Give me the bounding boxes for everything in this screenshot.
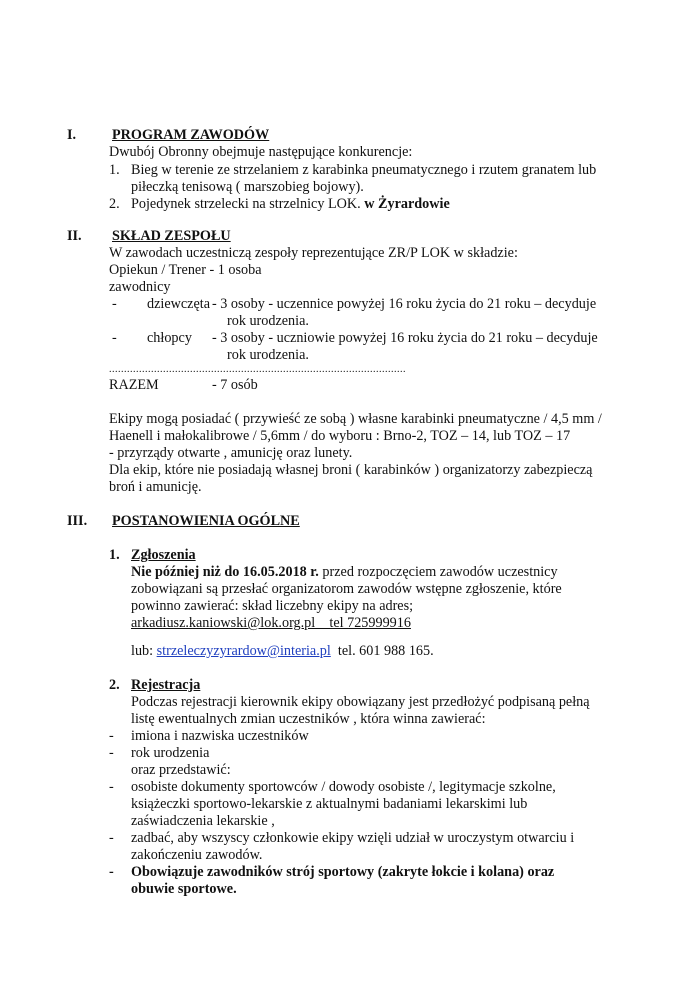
subsection-text — [131, 564, 558, 581]
alt-contact-line — [131, 643, 434, 660]
dash-bullet: - — [112, 296, 117, 312]
bullet-text: rok urodzenia — [131, 745, 210, 761]
section-1-title: PROGRAM ZAWODÓW — [112, 127, 270, 143]
subsection-title: Rejestracja — [131, 677, 201, 693]
dash-bullet: - — [109, 830, 114, 846]
alt-phone: tel. 601 988 165. — [337, 643, 434, 659]
section-2-intro: W zawodach uczestniczą zespoły reprezentujące ZR/P LOK w składzie: — [109, 245, 518, 261]
paragraph-line: broń i amunicję. — [109, 479, 202, 495]
list-item-text — [131, 196, 450, 213]
list-item-text-bold: w Żyrardowie — [364, 196, 450, 212]
subsection-number: 2. — [109, 677, 120, 693]
bullet-text-bold: Obowiązuje zawodników strój sportowy (zakryte łokcie i kolana) oraz — [131, 864, 555, 880]
lub-prefix: lub: — [131, 643, 154, 659]
dash-bullet: - — [109, 779, 114, 795]
section-1-number: I. — [67, 127, 77, 143]
list-item-text-plain: Pojedynek strzelecki na strzelnicy LOK. — [131, 196, 361, 212]
section-3-number: III. — [67, 513, 88, 529]
boys-text: - 3 osoby - uczniowie powyżej 16 roku życia do 21 roku – decyduje — [212, 330, 598, 346]
section-3-title: POSTANOWIENIA OGÓLNE — [112, 513, 300, 529]
subsection-text: Podczas rejestracji kierownik ekipy obowiązany jest przedłożyć podpisaną pełną — [131, 694, 590, 710]
girls-text-continued: rok urodzenia. — [227, 313, 309, 329]
subsection-number: 1. — [109, 547, 120, 563]
subsection-title: Zgłoszenia — [131, 547, 196, 563]
boys-text-continued: rok urodzenia. — [227, 347, 309, 363]
contact-email-link[interactable]: arkadiusz.kaniowski@lok.org.pl tel 725999916 — [131, 615, 411, 631]
bullet-text-continued: zaświadczenia lekarskie , — [131, 813, 275, 829]
bullet-text: imiona i nazwiska uczestników — [131, 728, 309, 744]
subsection-text: listę ewentualnych zmian uczestników , która winna zawierać: — [131, 711, 486, 727]
dash-bullet: - — [109, 728, 114, 744]
dash-bullet: - — [112, 330, 117, 346]
section-2-number: II. — [67, 228, 82, 244]
paragraph-line: - przyrządy otwarte , amunicję oraz lunety. — [109, 445, 353, 461]
bullet-text-bold-continued: obuwie sportowe. — [131, 881, 237, 897]
list-item-number: 1. — [109, 162, 120, 178]
subsection-text: powinno zawierać: skład liczebny ekipy na adres; — [131, 598, 414, 614]
paragraph-line: Ekipy mogą posiadać ( przywieść ze sobą ) własne karabinki pneumatyczne / 4,5 mm / — [109, 411, 602, 427]
list-item-text: Bieg w terenie ze strzelaniem z karabinka pneumatycznego i rzutem granatem lub — [131, 162, 597, 178]
bullet-text-continued: zakończeniu zawodów. — [131, 847, 263, 863]
total-label: RAZEM — [109, 377, 159, 393]
girls-text: - 3 osoby - uczennice powyżej 16 roku życia do 21 roku – decyduje — [212, 296, 597, 312]
boys-label: chłopcy — [147, 330, 192, 346]
alt-email-link[interactable]: strzeleczyzyrardow@interia.pl — [156, 643, 331, 659]
section-2-title: SKŁAD ZESPOŁU — [112, 228, 231, 244]
dash-bullet: - — [109, 864, 114, 880]
paragraph-line: Haenell i małokalibrowe / 5,6mm / do wyboru : Brno-2, TOZ – 14, lub TOZ – 17 — [109, 428, 571, 444]
deadline-text: Nie później niż do 16.05.2018 r. — [131, 564, 319, 580]
bullet-text: zadbać, aby wszyscy członkowie ekipy wzięli udział w uroczystym otwarciu i — [131, 830, 575, 846]
bullet-text-continued: książeczki sportowo-lekarskie z aktualnymi badaniami lekarskimi lub — [131, 796, 528, 812]
subsection-text: zobowiązani są przesłać organizatorom zawodów wstępne zgłoszenie, które — [131, 581, 562, 597]
dotted-separator: ................................................................................................... — [109, 364, 406, 375]
bullet-text-continued: oraz przedstawić: — [131, 762, 231, 778]
list-item-text: piłeczką tenisową ( marszobieg bojowy). — [131, 179, 364, 195]
paragraph-line: Dla ekip, które nie posiadają własnej broni ( karabinków ) organizatorzy zabezpieczą — [109, 462, 593, 478]
coach-line: Opiekun / Trener - 1 osoba — [109, 262, 262, 278]
players-line: zawodnicy — [109, 279, 171, 295]
girls-label: dziewczęta — [147, 296, 211, 312]
dash-bullet: - — [109, 745, 114, 761]
section-1-intro: Dwubój Obronny obejmuje następujące konkurencje: — [109, 144, 413, 160]
bullet-text: osobiste dokumenty sportowców / dowody osobiste /, legitymacje szkolne, — [131, 779, 556, 795]
list-item-number: 2. — [109, 196, 120, 212]
deadline-rest: przed rozpoczęciem zawodów uczestnicy — [318, 564, 558, 580]
total-value: - 7 osób — [212, 377, 258, 393]
